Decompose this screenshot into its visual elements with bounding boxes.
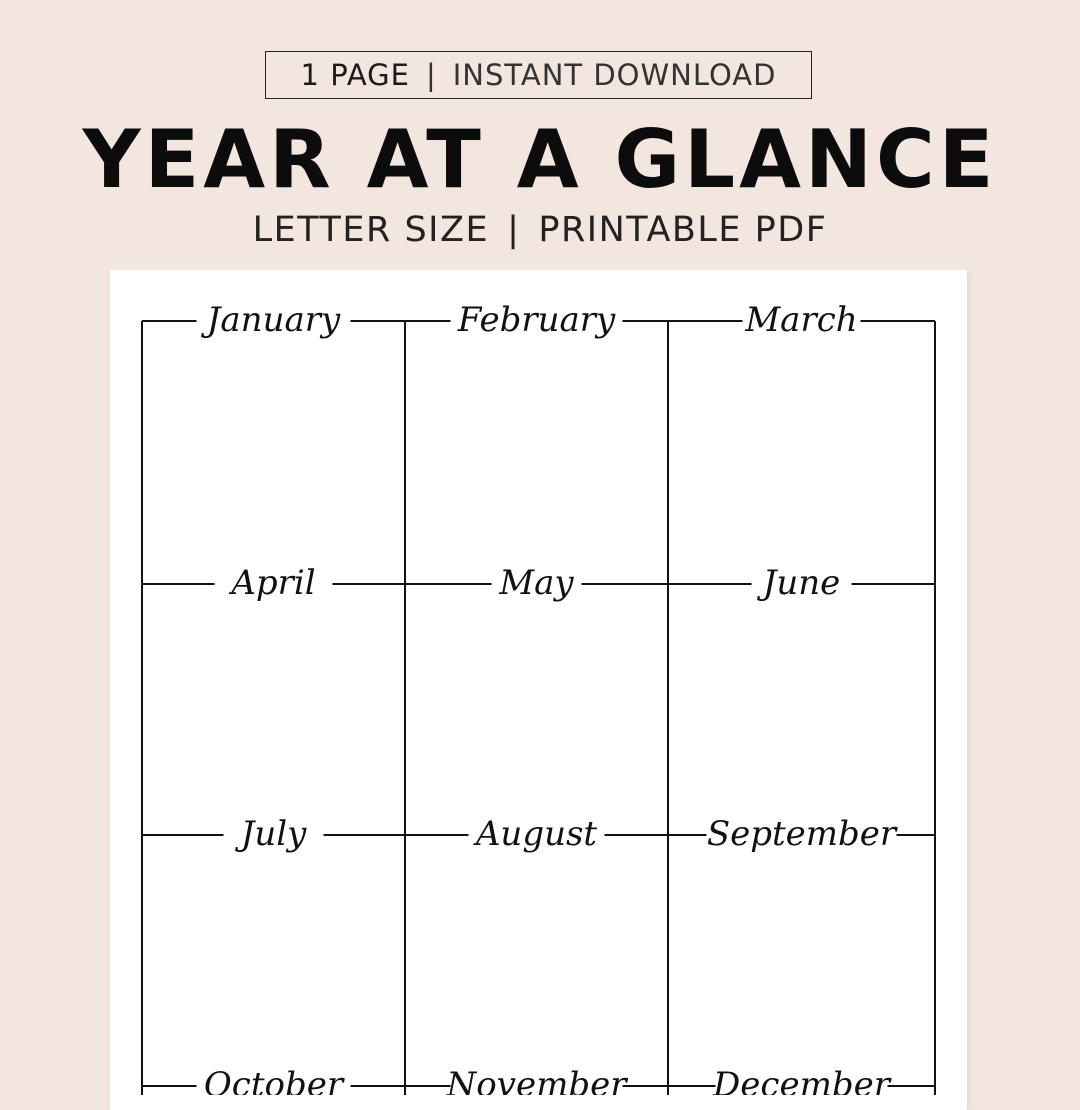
month-label-december: December bbox=[713, 1065, 890, 1095]
month-label-september: September bbox=[706, 814, 897, 854]
subtitle-separator: | bbox=[507, 210, 521, 250]
month-label-march: March bbox=[745, 300, 858, 340]
month-label-august: August bbox=[475, 814, 598, 854]
page-subtitle bbox=[0, 208, 1080, 252]
page-title: YEAR AT A GLANCE bbox=[82, 113, 998, 206]
month-label-july: July bbox=[240, 814, 307, 854]
month-label-november: November bbox=[446, 1065, 627, 1095]
badge-separator: | bbox=[425, 58, 437, 92]
subtitle-format: PRINTABLE PDF bbox=[538, 210, 828, 250]
month-label-may: May bbox=[499, 563, 574, 603]
year-grid bbox=[110, 270, 967, 1095]
month-label-april: April bbox=[231, 563, 316, 603]
printable-sheet bbox=[110, 270, 967, 1110]
badge-pages: 1 PAGE bbox=[300, 58, 410, 92]
month-label-june: June bbox=[762, 563, 841, 603]
product-badge bbox=[265, 51, 812, 99]
badge-delivery: INSTANT DOWNLOAD bbox=[452, 58, 777, 92]
subtitle-size: LETTER SIZE bbox=[252, 210, 490, 250]
month-label-january: January bbox=[206, 300, 341, 340]
month-label-february: February bbox=[457, 300, 616, 340]
month-label-october: October bbox=[203, 1065, 344, 1095]
